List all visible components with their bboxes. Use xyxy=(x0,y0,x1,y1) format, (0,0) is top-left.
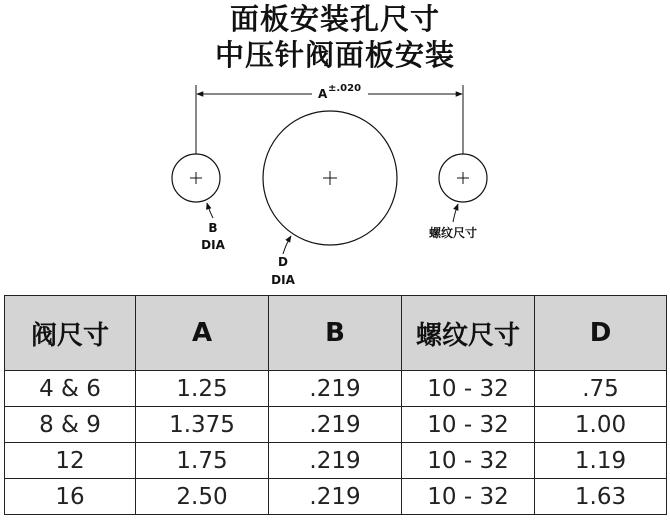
page-title: 面板安装孔尺寸 xyxy=(229,2,440,36)
label-b: B xyxy=(208,221,218,235)
cell-valve-size: 4 & 6 xyxy=(5,371,136,407)
cell-d: 1.00 xyxy=(535,407,667,443)
cell-a: 1.25 xyxy=(136,371,269,407)
label-thread: 螺纹尺寸 xyxy=(428,226,478,240)
header-b: B xyxy=(269,296,402,371)
label-d: D xyxy=(278,255,288,269)
cell-b: .219 xyxy=(269,479,402,515)
cell-valve-size: 16 xyxy=(5,479,136,515)
cell-thread-size: 10 - 32 xyxy=(402,479,535,515)
header-a: A xyxy=(136,296,269,371)
cell-d: 1.19 xyxy=(535,443,667,479)
dimension-a-label: A xyxy=(318,87,328,101)
label-d-dia: DIA xyxy=(271,273,295,287)
table-row xyxy=(5,479,667,515)
cell-valve-size: 12 xyxy=(5,443,136,479)
cell-d: 1.63 xyxy=(535,479,667,515)
cell-thread-size: 10 - 32 xyxy=(402,371,535,407)
cell-thread-size: 10 - 32 xyxy=(402,443,535,479)
cell-b: .219 xyxy=(269,407,402,443)
cell-a: 1.375 xyxy=(136,407,269,443)
dimension-a-tolerance: ±.020 xyxy=(328,83,362,94)
page-subtitle: 中压针阀面板安装 xyxy=(214,38,455,72)
cell-valve-size: 8 & 9 xyxy=(5,407,136,443)
header-valve-size: 阀尺寸 xyxy=(5,296,136,371)
cell-b: .219 xyxy=(269,371,402,407)
table-row xyxy=(5,407,667,443)
label-b-dia: DIA xyxy=(201,238,225,252)
table-row xyxy=(5,443,667,479)
dimension-table xyxy=(4,295,667,515)
leader-thread xyxy=(453,204,458,222)
table-header-row xyxy=(5,296,667,371)
cell-a: 2.50 xyxy=(136,479,269,515)
cell-a: 1.75 xyxy=(136,443,269,479)
leader-b xyxy=(207,203,213,218)
cell-d: .75 xyxy=(535,371,667,407)
cell-thread-size: 10 - 32 xyxy=(402,407,535,443)
cell-b: .219 xyxy=(269,443,402,479)
leader-d xyxy=(283,236,291,254)
header-d: D xyxy=(535,296,667,371)
header-thread-size: 螺纹尺寸 xyxy=(402,296,535,371)
table-row xyxy=(5,371,667,407)
